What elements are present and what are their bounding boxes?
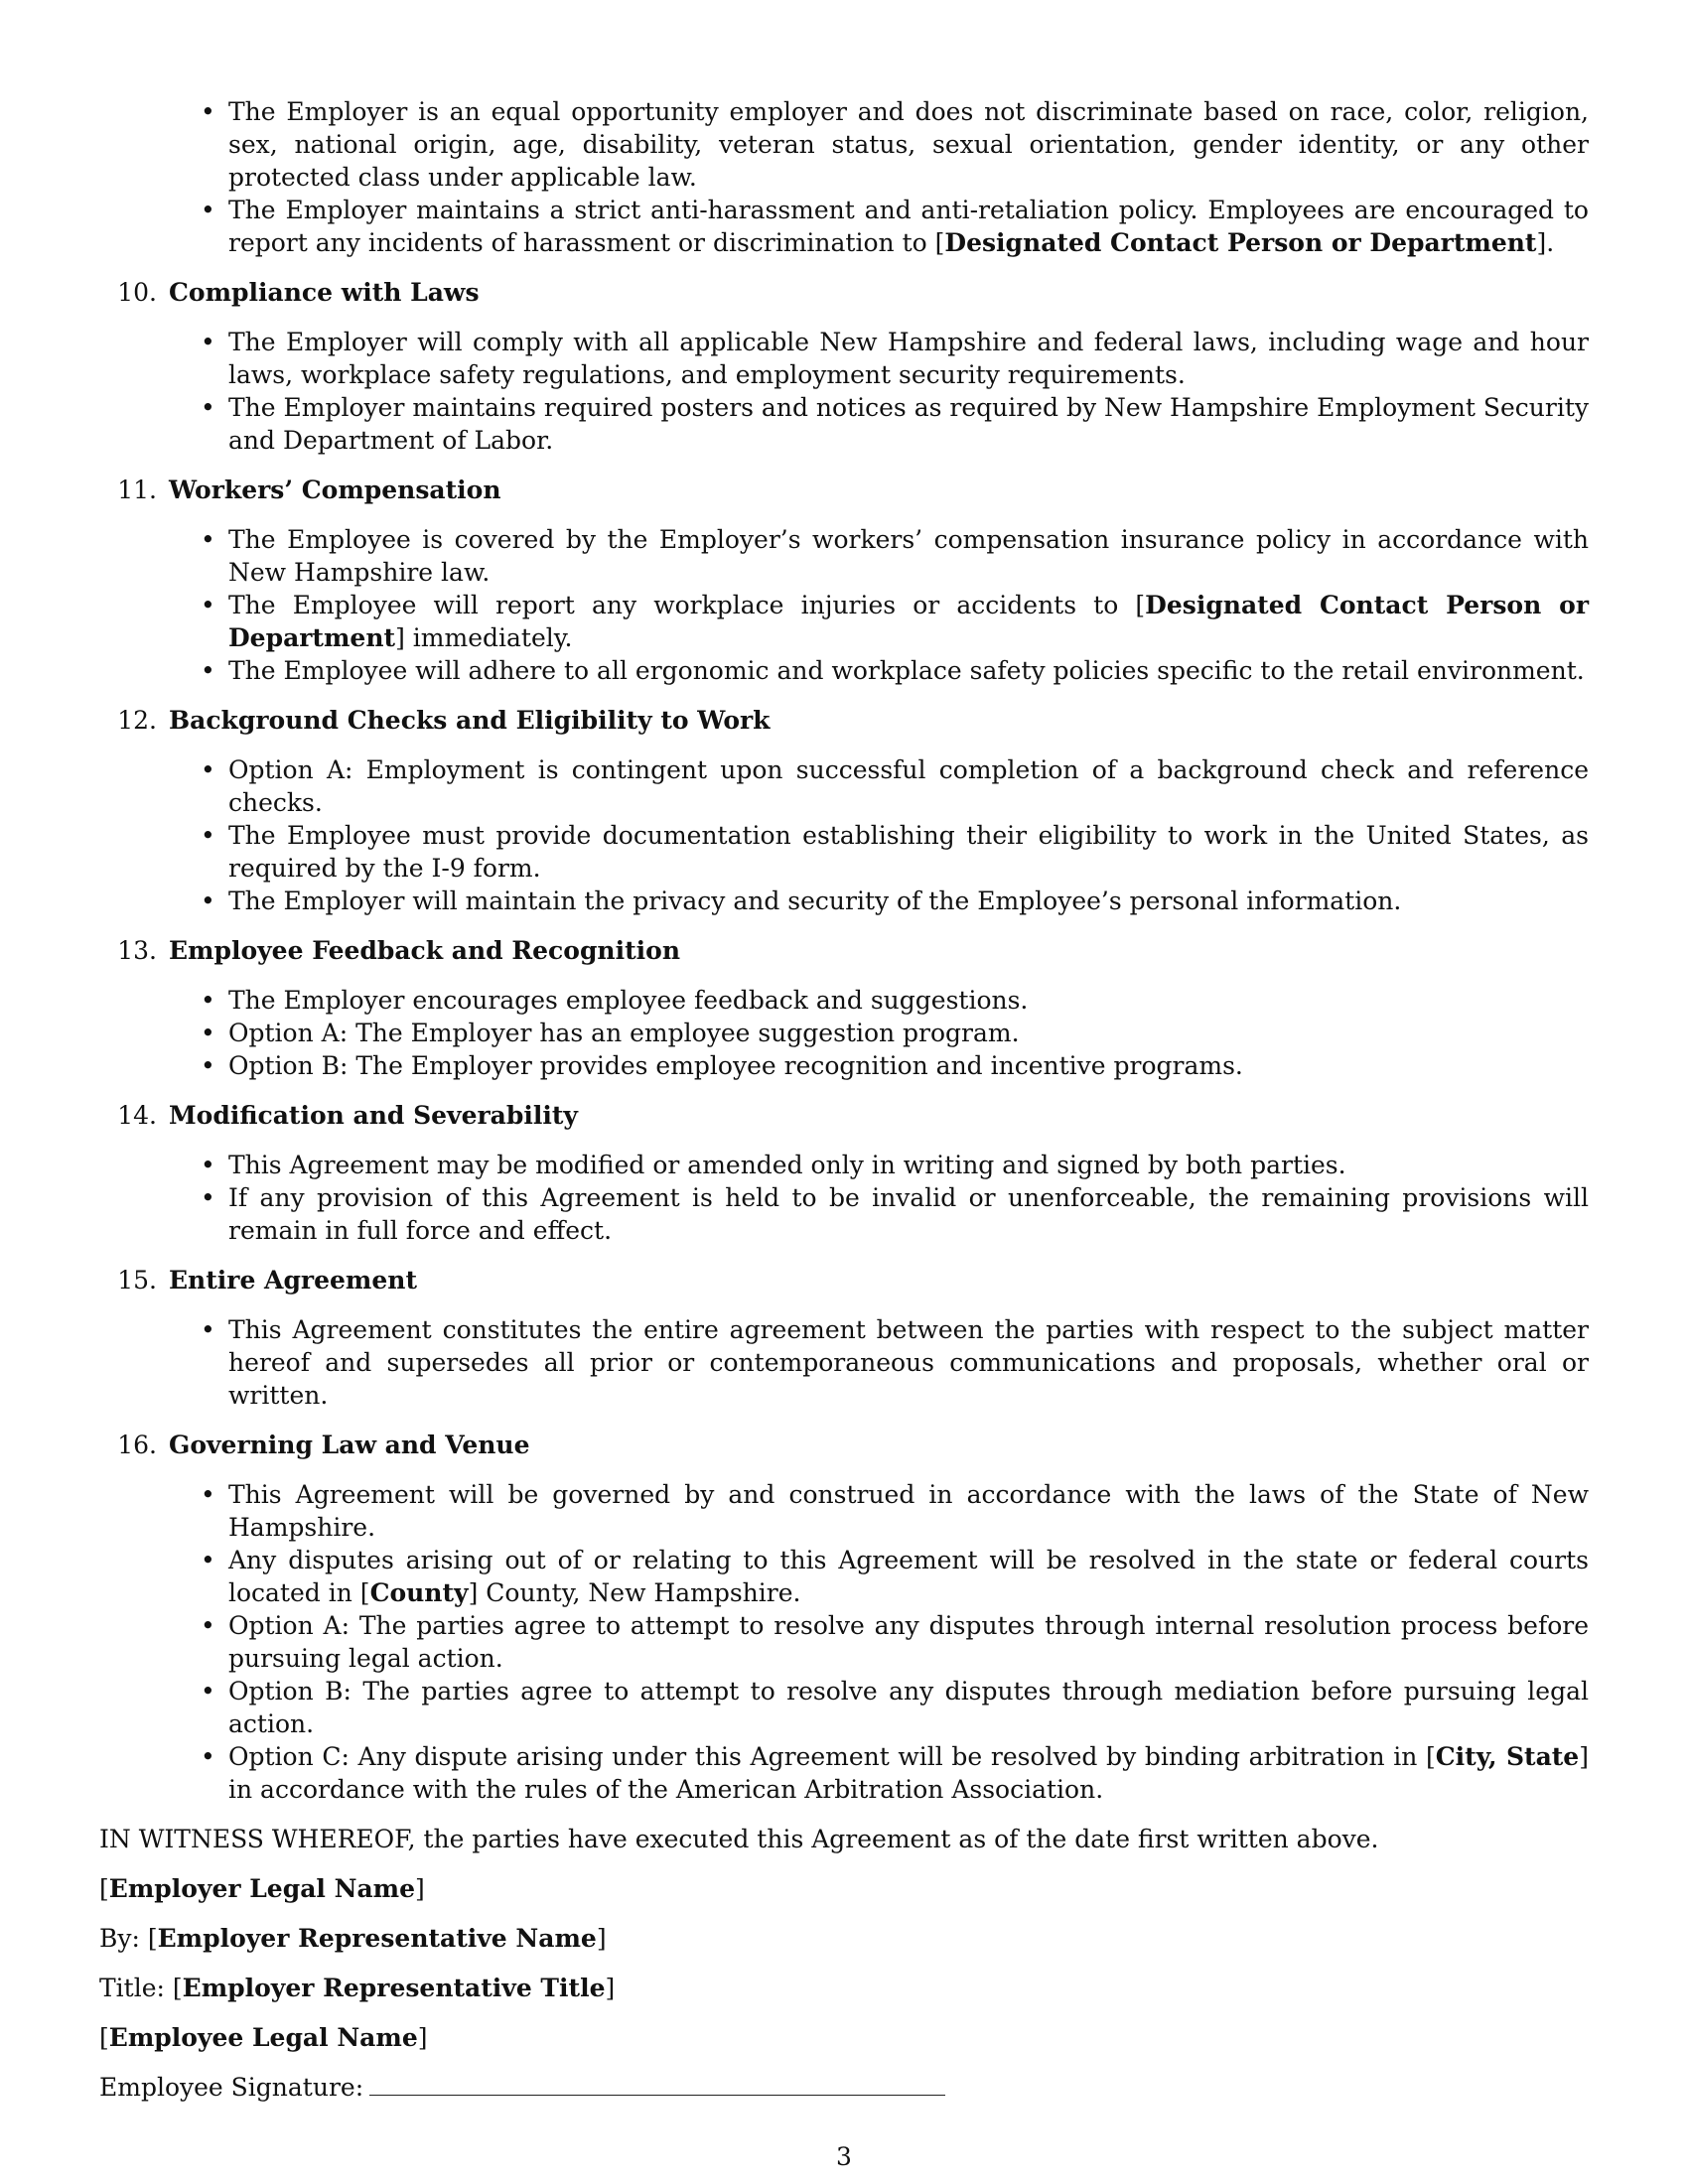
placeholder-field: Employer Legal Name — [108, 1874, 416, 1903]
bullet-text: The Employer is an equal opportunity employer and does not discriminate based on race, color, religion, sex, national origin, age, disability, veteran status, sexual orientation, gender identity, or any other protected class under applicable law. — [228, 97, 1589, 192]
placeholder-field: County — [369, 1578, 469, 1607]
section-number: 13. — [117, 936, 157, 965]
bullet-text: in accordance with the rules of the American Arbitration Association. — [228, 1775, 1104, 1804]
bullet-text: Any disputes arising out of or relating to this Agreement will be resolved in the state or federal courts located in — [228, 1546, 1589, 1607]
employer-name-line: [Employer Legal Name] — [99, 1874, 425, 1903]
section-bullet-list — [99, 1149, 1589, 1247]
bullet-text: Option A: The Employer has an employee suggestion program. — [228, 1019, 1020, 1047]
list-item — [99, 1609, 1589, 1675]
placeholder-field: Designated Contact Person or Department — [228, 591, 1589, 652]
placeholder-field: Employee Legal Name — [108, 2023, 418, 2052]
list-item — [99, 1478, 1589, 1544]
section-heading — [99, 474, 1589, 506]
section-bullet-list — [99, 984, 1589, 1082]
section-number: 14. — [117, 1101, 157, 1130]
section-title: Modification and Severability — [169, 1101, 578, 1130]
list-item: • The Employee will report any workplace injuries or accidents to [Designated Contact Person or Department] immediately. — [99, 589, 1589, 654]
list-item: • Any disputes arising out of or relating to this Agreement will be resolved in the state or federal courts located in [County] County, New Hampshire. — [99, 1544, 1589, 1609]
employee-name-line: [Employee Legal Name] — [99, 2023, 428, 2052]
section-heading — [99, 1264, 1589, 1297]
section-title: Governing Law and Venue — [169, 1431, 530, 1459]
list-item — [99, 753, 1589, 819]
bullet-text: This Agreement will be governed by and construed in accordance with the laws of the State of New Hampshire. — [228, 1480, 1589, 1542]
page-number: 3 — [836, 2142, 852, 2171]
list-item — [99, 1049, 1589, 1082]
bullet-text: Option C: Any dispute arising under this Agreement will be resolved by binding arbitration in — [228, 1742, 1427, 1771]
section-bullet-list — [99, 1313, 1589, 1412]
list-item: • Option C: Any dispute arising under this Agreement will be resolved by binding arbitration in [City, State] in accordance with the rules of the American Arbitration Association. — [99, 1740, 1589, 1806]
section-heading — [99, 1429, 1589, 1461]
bullet-text: This Agreement may be modified or amended only in writing and signed by both parties. — [228, 1151, 1346, 1179]
section-heading — [99, 276, 1589, 309]
list-item — [99, 1675, 1589, 1740]
list-item — [99, 1313, 1589, 1412]
bullet-text: The Employee is covered by the Employer’s workers’ compensation insurance policy in accordance with New Hampshire law. — [228, 525, 1589, 587]
bullet-text: Option A: The parties agree to attempt to resolve any disputes through internal resolution process before pursuing legal action. — [228, 1611, 1589, 1673]
list-item — [99, 1149, 1589, 1181]
section-title: Employee Feedback and Recognition — [169, 936, 680, 965]
placeholder-field: Designated Contact Person or Department — [944, 228, 1537, 257]
bullet-text: The Employer maintains required posters and notices as required by New Hampshire Employment Security and Department of Labor. — [228, 393, 1589, 455]
section-bullet-list — [99, 326, 1589, 457]
bullet-text: Option B: The Employer provides employee recognition and incentive programs. — [228, 1051, 1243, 1080]
bullet-text: County, New Hampshire. — [478, 1578, 801, 1607]
bullet-text: The Employer encourages employee feedback and suggestions. — [228, 986, 1029, 1015]
list-item — [99, 391, 1589, 457]
bullet-text: The Employer will comply with all applicable New Hampshire and federal laws, including wage and hour laws, workplace safety regulations, and employment security requirements. — [228, 328, 1589, 389]
placeholder-field: City, State — [1435, 1742, 1580, 1771]
bullet-text: . — [1546, 228, 1555, 257]
section-title: Background Checks and Eligibility to Work — [169, 706, 771, 735]
bullet-text: The Employee must provide documentation establishing their eligibility to work in the United States, as required by the I-9 form. — [228, 821, 1589, 883]
bullet-text: The Employee will adhere to all ergonomic and workplace safety policies specific to the retail environment. — [228, 656, 1585, 685]
section-number: 10. — [117, 278, 157, 307]
section-heading — [99, 1099, 1589, 1132]
section-title: Compliance with Laws — [169, 278, 480, 307]
list-item — [99, 819, 1589, 885]
section-bullet-list — [99, 523, 1589, 687]
bullet-text: Option A: Employment is contingent upon successful completion of a background check and reference checks. — [228, 755, 1589, 817]
signature-label: Employee Signature: — [99, 2073, 364, 2102]
section-bullet-list — [99, 1478, 1589, 1806]
list-item — [99, 1017, 1589, 1049]
bullet-text: If any provision of this Agreement is held to be invalid or unenforceable, the remaining provisions will remain in full force and effect. — [228, 1183, 1589, 1245]
section-number: 15. — [117, 1266, 157, 1295]
bullet-text: Option B: The parties agree to attempt to resolve any disputes through mediation before pursuing legal action. — [228, 1677, 1589, 1738]
bullet-text: This Agreement constitutes the entire agreement between the parties with respect to the subject matter hereof and supersedes all prior or contemporaneous communications and proposals, whether oral or written. — [228, 1315, 1589, 1410]
list-item: • The Employer maintains a strict anti-harassment and anti-retaliation policy. Employees are encouraged to report any incidents of harassment or discrimination to [Designated Contact Person or Department]. — [99, 194, 1589, 259]
list-item — [99, 523, 1589, 589]
section-heading — [99, 704, 1589, 737]
list-item — [99, 326, 1589, 391]
placeholder-field: Employer Representative Title — [182, 1974, 606, 2002]
bullet-text: immediately. — [404, 623, 573, 652]
section-number: 11. — [117, 476, 157, 504]
section-number: 16. — [117, 1431, 157, 1459]
placeholder-field: Employer Representative Name — [157, 1924, 597, 1953]
section-title: Entire Agreement — [169, 1266, 417, 1295]
by-label: By: — [99, 1924, 140, 1953]
section-bullet-list — [99, 753, 1589, 917]
intro-bullet-list — [99, 95, 1589, 259]
list-item — [99, 984, 1589, 1017]
list-item — [99, 95, 1589, 194]
section-heading — [99, 934, 1589, 967]
employer-title-line: Title: [Employer Representative Title] — [99, 1974, 616, 2002]
bullet-text: The Employee will report any workplace injuries or accidents to — [228, 591, 1136, 619]
bullet-text: The Employer will maintain the privacy and security of the Employee’s personal information. — [228, 887, 1402, 915]
bullet-text: The Employer maintains a strict anti-harassment and anti-retaliation policy. Employees are encouraged to report any incidents of harassment or discrimination to — [228, 196, 1589, 257]
list-item — [99, 885, 1589, 917]
employee-signature-line — [99, 2071, 1589, 2104]
title-label: Title: — [99, 1974, 165, 2002]
section-title: Workers’ Compensation — [169, 476, 501, 504]
document-page — [99, 95, 1589, 2104]
witness-clause: IN WITNESS WHEREOF, the parties have executed this Agreement as of the date first written above. — [99, 1825, 1379, 1853]
signature-field[interactable] — [369, 2071, 945, 2096]
section-number: 12. — [117, 706, 157, 735]
list-item — [99, 654, 1589, 687]
list-item — [99, 1181, 1589, 1247]
employer-rep-line: By: [Employer Representative Name] — [99, 1924, 607, 1953]
